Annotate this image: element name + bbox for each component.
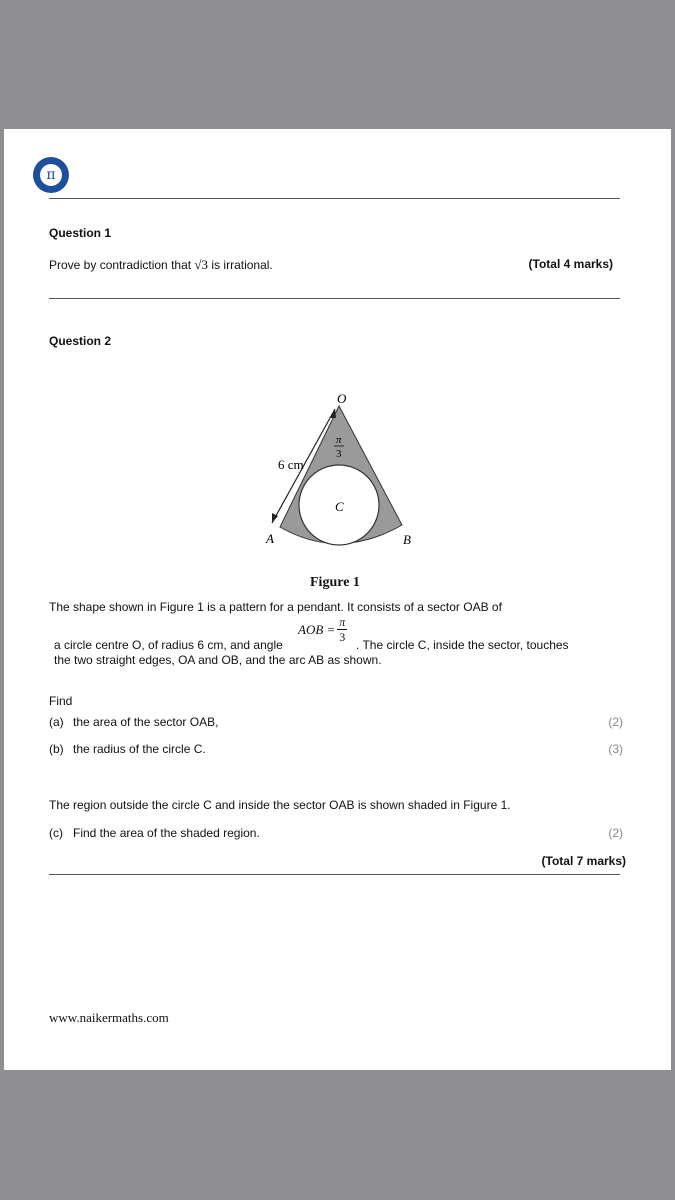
question-1-text: Prove by contradiction that √3 is irrational.: [49, 257, 273, 272]
part-c-label: (c): [49, 826, 63, 840]
para-3: the two straight edges, OA and OB, and the arc AB as shown.: [54, 653, 382, 667]
angle-expression: AOB = $\frac{\pi}{3}$: [298, 615, 346, 644]
question-1-title: Question 1: [49, 226, 112, 240]
arrow-head-icon: [330, 409, 336, 418]
question-2-total: (Total 7 marks): [541, 854, 626, 868]
divider: [49, 298, 620, 299]
radius-label: 6 cm: [278, 457, 304, 472]
part-b-label: (b): [49, 742, 64, 756]
figure-caption: Figure 1: [310, 575, 360, 590]
pi-icon: π: [40, 164, 62, 186]
part-b-marks: (3): [608, 742, 623, 756]
label-a: A: [266, 531, 274, 546]
angle-denominator: 3: [336, 448, 342, 460]
label-o: O: [337, 391, 347, 406]
region-text: The region outside the circle C and inside the sector OAB is shown shaded in Figure 1.: [49, 798, 511, 812]
part-a-label: (a): [49, 715, 64, 729]
label-c: C: [335, 499, 344, 514]
para-1: The shape shown in Figure 1 is a pattern for a pendant. It consists of a sector OAB of: [49, 600, 502, 614]
part-c-text: Find the area of the shaded region.: [73, 826, 260, 840]
naikermaths-logo: [33, 157, 69, 193]
part-c-marks: (2): [608, 826, 623, 840]
divider: [49, 874, 620, 875]
sqrt3: √3: [194, 257, 209, 272]
part-a-marks: (2): [608, 715, 623, 729]
find-label: Find: [49, 694, 73, 708]
question-2-title: Question 2: [49, 334, 112, 348]
para-2a: a circle centre O, of radius 6 cm, and angle: [54, 638, 283, 652]
document-page: [4, 129, 671, 1070]
label-b: B: [403, 532, 411, 547]
question-1-total: (Total 4 marks): [528, 257, 613, 271]
part-a-text: the area of the sector OAB,: [73, 715, 219, 729]
footer-url: www.naikermaths.com: [49, 1010, 169, 1025]
para-2b: . The circle C, inside the sector, touches: [356, 638, 569, 652]
divider: [49, 198, 620, 199]
part-b-text: the radius of the circle C.: [73, 742, 206, 756]
angle-numerator: π: [336, 434, 342, 446]
figure-1-diagram: [244, 391, 424, 556]
